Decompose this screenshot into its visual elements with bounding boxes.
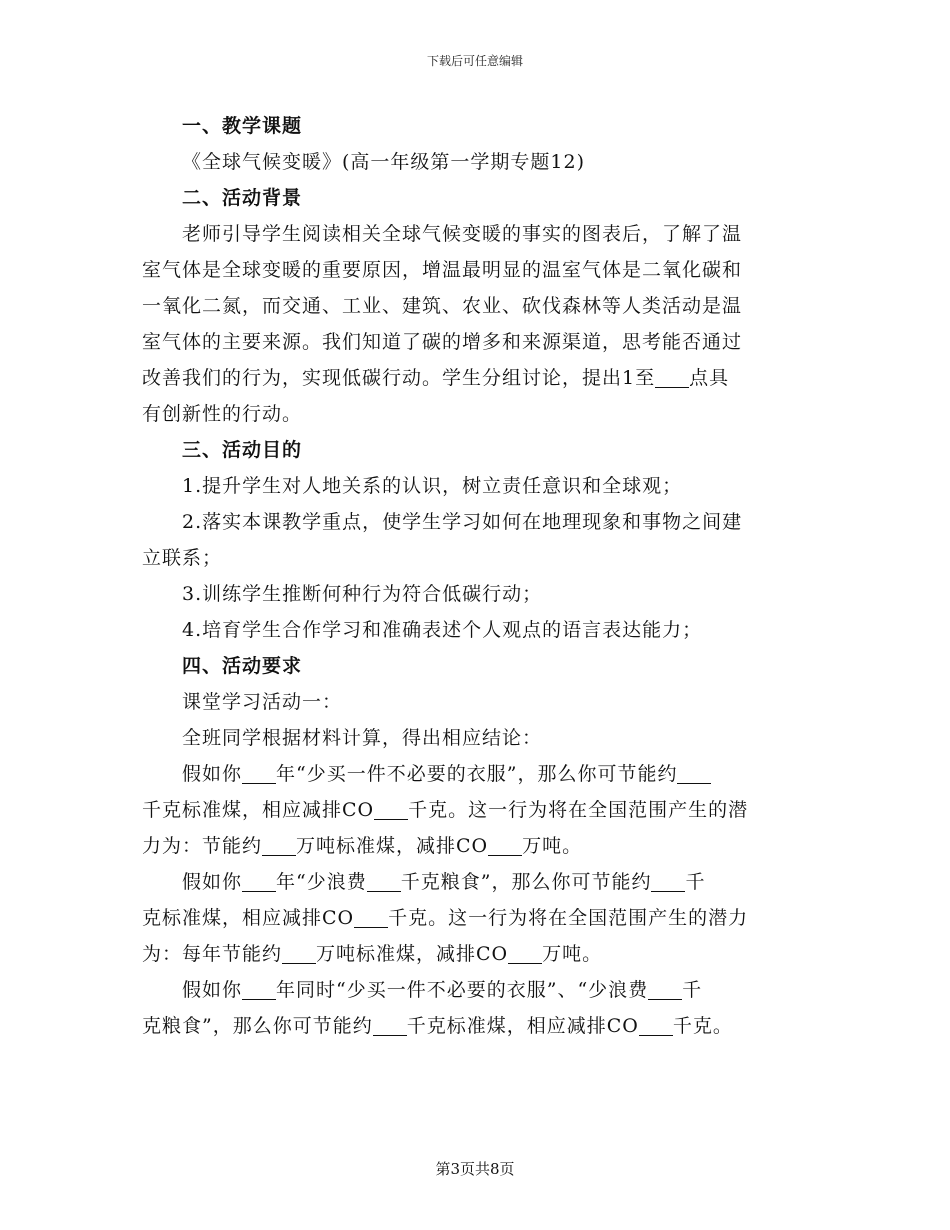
fill-in-blank	[242, 977, 276, 1000]
text-line	[142, 540, 792, 576]
fill-in-blank	[373, 1013, 407, 1036]
text-segment: 老师引导学生阅读相关全球气候变暖的事实的图表后，了解了温	[182, 223, 743, 245]
text-line	[142, 468, 792, 504]
text-segment: 克标准煤，相应减排CO	[142, 907, 355, 929]
fill-in-blank	[242, 761, 276, 784]
text-line	[142, 612, 792, 648]
fill-in-blank	[262, 833, 296, 856]
text-segment: 1.提升学生对人地关系的认识，树立责任意识和全球观；	[182, 475, 683, 497]
fill-in-blank	[655, 365, 689, 388]
text-segment: 课堂学习活动一：	[182, 691, 343, 713]
fill-in-blank	[639, 1013, 673, 1036]
fill-in-blank	[354, 905, 388, 928]
text-segment: 室气体是全球变暖的重要原因，增温最明显的温室气体是二氧化碳和	[142, 259, 743, 281]
text-segment: 2.落实本课教学重点，使学生学习如何在地理现象和事物之间建	[182, 511, 743, 533]
text-segment: 千克标准煤，相应减排CO	[406, 1015, 639, 1037]
text-line	[142, 792, 792, 828]
text-segment: 三、活动目的	[182, 439, 303, 461]
text-segment: 年“少买一件不必要的衣服”，那么你可节能约	[276, 763, 678, 785]
section-heading	[142, 108, 792, 144]
text-segment: 一氧化二氮，而交通、工业、建筑、农业、砍伐森林等人类活动是温	[142, 295, 743, 317]
text-segment: 二、活动背景	[182, 187, 303, 209]
text-segment: 万吨标准煤，减排CO	[316, 943, 509, 965]
text-line	[142, 216, 792, 252]
text-line	[142, 252, 792, 288]
text-segment: 年“少浪费	[276, 871, 367, 893]
text-segment: 为：每年节能约	[142, 943, 283, 965]
fill-in-blank	[374, 797, 408, 820]
text-segment: 改善我们的行为，实现低碳行动。学生分组讨论，提出1至	[142, 367, 656, 389]
text-segment: 力为：节能约	[142, 835, 263, 857]
text-segment: 全班同学根据材料计算，得出相应结论：	[182, 727, 543, 749]
text-segment: 点具	[689, 367, 730, 389]
text-line	[142, 864, 792, 900]
text-segment: 4.培育学生合作学习和准确表述个人观点的语言表达能力；	[182, 619, 703, 641]
text-segment: 千克标准煤，相应减排CO	[142, 799, 375, 821]
text-segment: 假如你	[182, 871, 243, 893]
fill-in-blank	[488, 833, 522, 856]
fill-in-blank	[651, 869, 685, 892]
section-heading	[142, 648, 792, 684]
text-segment: 年同时“少买一件不必要的衣服”、“少浪费	[276, 979, 649, 1001]
text-segment: 千克粮食”，那么你可节能约	[400, 871, 652, 893]
fill-in-blank	[677, 761, 711, 784]
text-line	[142, 756, 792, 792]
text-line	[142, 144, 792, 180]
text-segment: 千克。这一行为将在全国范围产生的潜力	[388, 907, 749, 929]
text-segment: 四、活动要求	[182, 655, 303, 677]
text-segment: 室气体的主要来源。我们知道了碳的增多和来源渠道，思考能否通过	[142, 331, 743, 353]
page-header: 下载后可任意编辑	[426, 54, 523, 68]
text-segment: 立联系；	[142, 547, 223, 569]
fill-in-blank	[508, 941, 542, 964]
text-segment: 万吨。	[542, 943, 603, 965]
text-line	[142, 720, 792, 756]
text-line	[142, 288, 792, 324]
text-line	[142, 1008, 792, 1044]
fill-in-blank	[367, 869, 401, 892]
text-segment: 克粮食”，那么你可节能约	[142, 1015, 373, 1037]
text-segment: 一、教学课题	[182, 115, 303, 137]
text-line	[142, 828, 792, 864]
text-line	[142, 396, 792, 432]
text-segment: 千克。这一行为将在全国范围产生的潜	[408, 799, 749, 821]
fill-in-blank	[648, 977, 682, 1000]
text-line	[142, 684, 792, 720]
fill-in-blank	[242, 869, 276, 892]
text-segment: 万吨。	[522, 835, 583, 857]
text-segment: 千	[682, 979, 703, 1001]
fill-in-blank	[282, 941, 316, 964]
page-footer: 第3页共8页	[435, 1160, 515, 1178]
text-line	[142, 576, 792, 612]
text-segment: 假如你	[182, 979, 243, 1001]
text-segment: 有创新性的行动。	[142, 403, 303, 425]
text-segment: 假如你	[182, 763, 243, 785]
document-body	[142, 108, 792, 1044]
text-segment: 千	[685, 871, 706, 893]
text-line	[142, 972, 792, 1008]
text-segment: 3.训练学生推断何种行为符合低碳行动；	[182, 583, 543, 605]
text-segment: 万吨标准煤，减排CO	[296, 835, 489, 857]
text-line	[142, 324, 792, 360]
text-line	[142, 900, 792, 936]
section-heading	[142, 432, 792, 468]
text-segment: 《全球气候变暖》(高一年级第一学期专题12)	[182, 151, 586, 173]
section-heading	[142, 180, 792, 216]
text-segment: 千克。	[672, 1015, 733, 1037]
text-line	[142, 360, 792, 396]
text-line	[142, 936, 792, 972]
text-line	[142, 504, 792, 540]
